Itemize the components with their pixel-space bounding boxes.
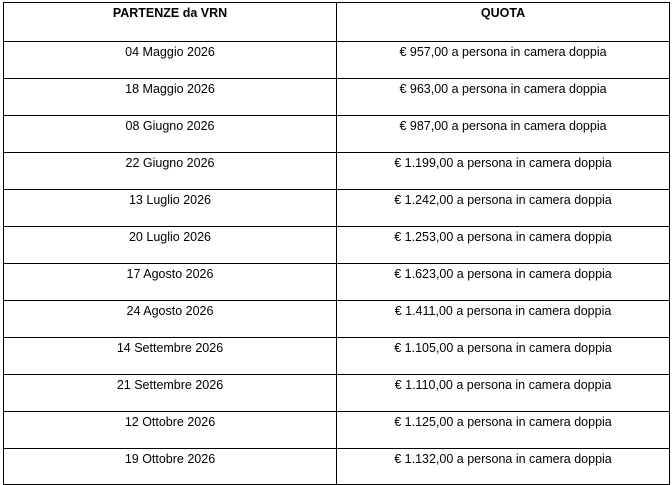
table-header-row <box>4 3 670 42</box>
price-cell: € 1.199,00 a persona in camera doppia <box>337 153 670 190</box>
table-row <box>4 375 670 412</box>
table-row <box>4 449 670 485</box>
table-row <box>4 42 670 79</box>
departure-date-cell: 22 Giugno 2026 <box>4 153 337 190</box>
departure-date-cell: 13 Luglio 2026 <box>4 190 337 227</box>
price-cell: € 1.132,00 a persona in camera doppia <box>337 449 670 485</box>
header-price: QUOTA <box>337 3 670 42</box>
departure-date-cell: 17 Agosto 2026 <box>4 264 337 301</box>
price-cell: € 1.110,00 a persona in camera doppia <box>337 375 670 412</box>
departure-date-cell: 12 Ottobre 2026 <box>4 412 337 449</box>
table-row <box>4 190 670 227</box>
departure-date-cell: 21 Settembre 2026 <box>4 375 337 412</box>
table-row <box>4 116 670 153</box>
price-cell: € 1.125,00 a persona in camera doppia <box>337 412 670 449</box>
table-row <box>4 264 670 301</box>
departures-price-table <box>3 2 670 485</box>
price-cell: € 1.411,00 a persona in camera doppia <box>337 301 670 338</box>
departure-date-cell: 24 Agosto 2026 <box>4 301 337 338</box>
price-cell: € 963,00 a persona in camera doppia <box>337 79 670 116</box>
departure-date-cell: 14 Settembre 2026 <box>4 338 337 375</box>
table-row <box>4 79 670 116</box>
price-cell: € 1.105,00 a persona in camera doppia <box>337 338 670 375</box>
departure-date-cell: 19 Ottobre 2026 <box>4 449 337 485</box>
price-cell: € 1.253,00 a persona in camera doppia <box>337 227 670 264</box>
price-cell: € 957,00 a persona in camera doppia <box>337 42 670 79</box>
table-row <box>4 338 670 375</box>
table-row <box>4 227 670 264</box>
departure-date-cell: 20 Luglio 2026 <box>4 227 337 264</box>
departure-date-cell: 04 Maggio 2026 <box>4 42 337 79</box>
table-row <box>4 153 670 190</box>
departure-date-cell: 08 Giugno 2026 <box>4 116 337 153</box>
table-row <box>4 412 670 449</box>
table-row <box>4 301 670 338</box>
header-departures: PARTENZE da VRN <box>4 3 337 42</box>
price-cell: € 987,00 a persona in camera doppia <box>337 116 670 153</box>
departure-date-cell: 18 Maggio 2026 <box>4 79 337 116</box>
price-cell: € 1.623,00 a persona in camera doppia <box>337 264 670 301</box>
price-cell: € 1.242,00 a persona in camera doppia <box>337 190 670 227</box>
